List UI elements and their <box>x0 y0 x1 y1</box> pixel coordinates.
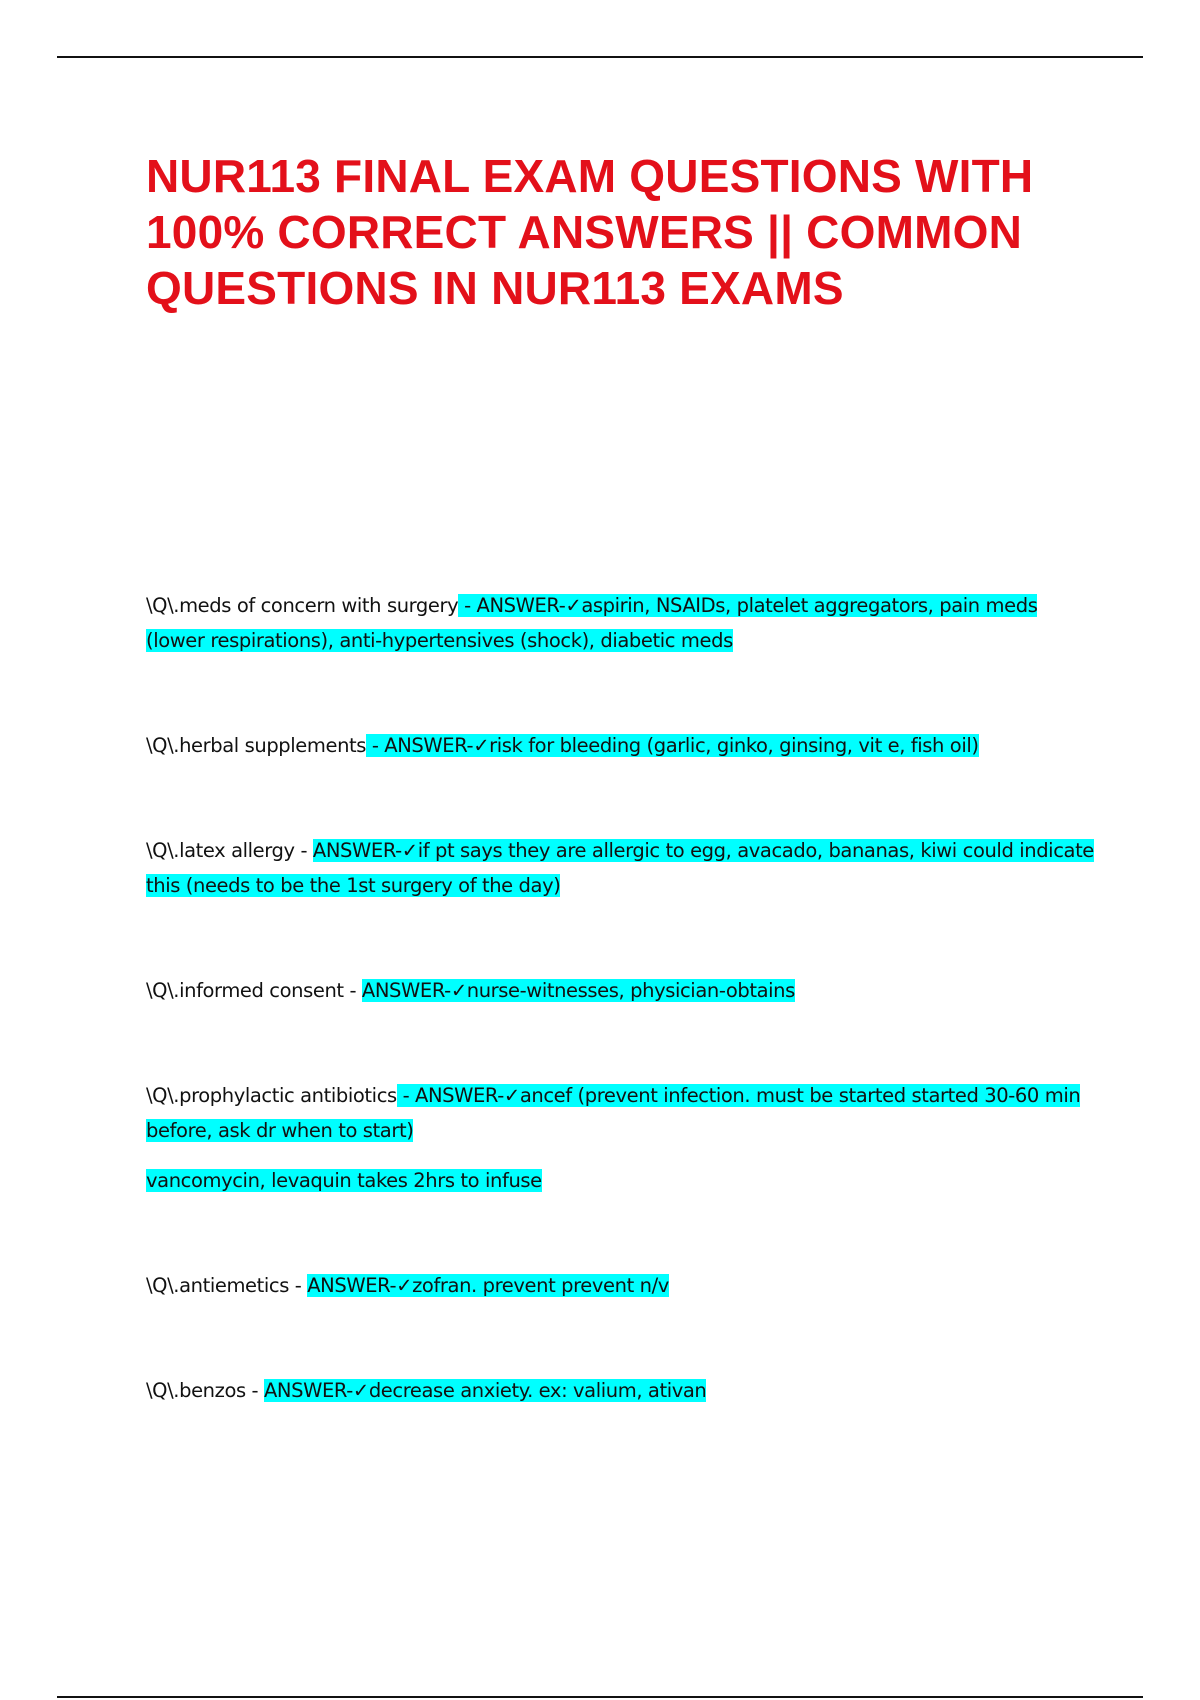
bottom-rule <box>57 1696 1143 1698</box>
question-text: \Q\.informed consent <box>146 979 344 1002</box>
qa-paragraph <box>146 973 1096 1008</box>
question-text: \Q\.meds of concern with surgery <box>146 594 459 617</box>
answer-text: ANSWER-✓zofran. prevent prevent n/v <box>307 1274 669 1297</box>
qa-item-herbal-supplements <box>146 728 1096 763</box>
qa-item-meds-of-concern <box>146 588 1096 658</box>
document-title: NUR113 FINAL EXAM QUESTIONS WITH 100% CORRECT ANSWERS || COMMON QUESTIONS IN NUR113 EXAMS <box>146 150 1034 314</box>
answer-separator: - <box>396 1084 416 1107</box>
answer-text: ANSWER-✓decrease anxiety. ex: valium, ativan <box>263 1379 707 1402</box>
answer-separator: - <box>343 979 362 1002</box>
qa-item-antiemetics <box>146 1268 1096 1303</box>
answer-separator: - <box>294 839 313 862</box>
top-rule <box>57 56 1143 58</box>
qa-item-latex-allergy <box>146 833 1096 903</box>
answer-text: ANSWER-✓aspirin, NSAIDs, platelet aggregators, pain meds (lower respirations), anti-hypertensives (shock), diabetic meds <box>146 594 1038 652</box>
question-text: \Q\.prophylactic antibiotics <box>146 1084 397 1107</box>
qa-extra-paragraph <box>146 1163 1096 1198</box>
qa-paragraph <box>146 1373 1096 1408</box>
qa-item-informed-consent <box>146 973 1096 1008</box>
qa-paragraph <box>146 588 1096 658</box>
question-text: \Q\.benzos <box>146 1379 246 1402</box>
answer-separator: - <box>366 734 385 757</box>
answer-separator: - <box>245 1379 264 1402</box>
qa-paragraph <box>146 728 1096 763</box>
answer-extra-text: vancomycin, levaquin takes 2hrs to infuse <box>146 1169 542 1192</box>
question-text: \Q\.latex allergy <box>146 839 295 862</box>
qa-paragraph <box>146 1078 1096 1148</box>
question-text: \Q\.herbal supplements <box>146 734 367 757</box>
answer-text: ANSWER-✓nurse-witnesses, physician-obtains <box>361 979 795 1002</box>
qa-item-prophylactic-antibiotics <box>146 1078 1096 1198</box>
answer-separator: - <box>458 594 477 617</box>
answer-text: ANSWER-✓risk for bleeding (garlic, ginko, ginsing, vit e, fish oil) <box>384 734 979 757</box>
answer-separator: - <box>289 1274 308 1297</box>
question-text: \Q\.antiemetics <box>146 1274 289 1297</box>
qa-paragraph <box>146 1268 1096 1303</box>
qa-list <box>146 588 1096 1408</box>
qa-paragraph <box>146 833 1096 903</box>
qa-item-benzos <box>146 1373 1096 1408</box>
answer-text: ANSWER-✓if pt says they are allergic to egg, avacado, bananas, kiwi could indicate this (needs to be the 1st surgery of the day) <box>146 839 1094 897</box>
answer-text: ANSWER-✓ancef (prevent infection. must be started started 30-60 min before, ask dr when to start) <box>146 1084 1081 1142</box>
